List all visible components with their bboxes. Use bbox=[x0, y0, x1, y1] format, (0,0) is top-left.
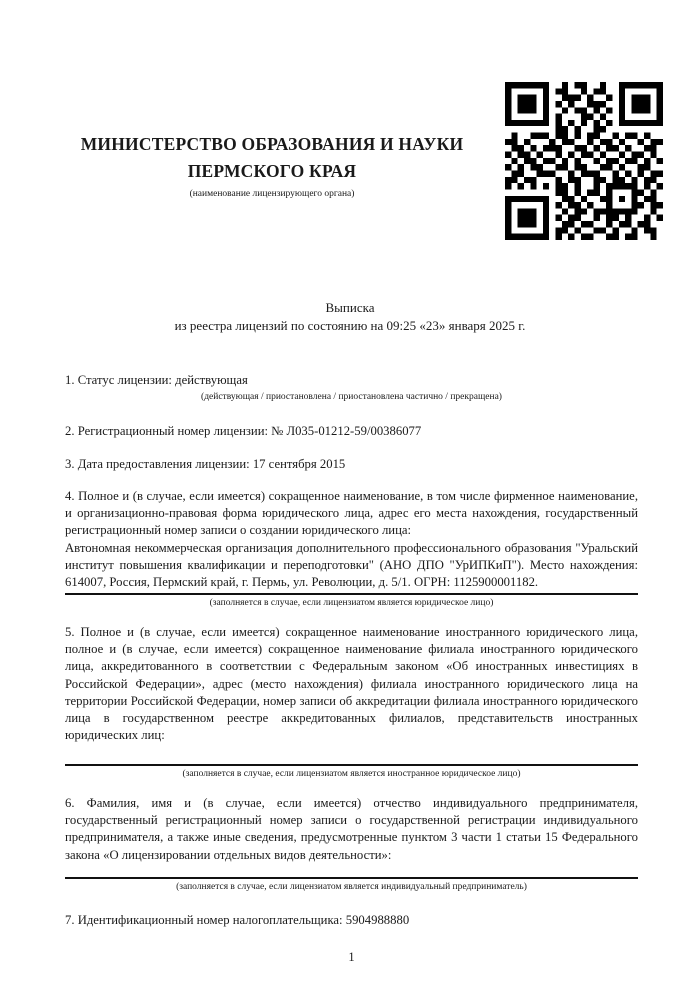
license-date-text: 3. Дата предоставления лицензии: 17 сентября 2015 bbox=[65, 456, 346, 471]
foreign-entity-text: 5. Полное и (в случае, если имеется) сокращенное наименование иностранного юридического лица, полное и (в случае, если имеется) сокращенное наименование филиала иностранного юридического лица, аккредитованного в соответствии с Федеральным законом «Об иностранных инвестициях в Российской Федерации», адрес (место нахождения) филиала иностранного юридического лица на территории Российской Федерации, номер записи об аккредитации филиала иностранного юридического лица в государственном реестре аккредитованных филиалов, представительств иностранных юридических лиц: bbox=[65, 624, 638, 743]
taxpayer-number-text: 7. Идентификационный номер налогоплательщика: 5904988880 bbox=[65, 912, 410, 927]
document-header bbox=[0, 0, 700, 255]
document-body bbox=[65, 372, 638, 967]
qr-code bbox=[505, 82, 663, 240]
document-title-line1: Выписка bbox=[325, 300, 375, 315]
document-title bbox=[0, 299, 700, 335]
individual-entrepreneur-text: 6. Фамилия, имя и (в случае, если имеется) отчество индивидуального предпринимателя, государственный регистрационный номер записи о государственной регистрации индивидуального предпринимателя, а также иные сведения, предусмотренные пунктом 3 части 1 статьи 15 Федерального закона «О лицензировании отдельных видов деятельности»: bbox=[65, 795, 638, 862]
registration-number-text: 2. Регистрационный номер лицензии: № Л035-01212-59/00386077 bbox=[65, 424, 422, 439]
legal-entity-block bbox=[65, 488, 638, 595]
legal-entity-caption: (заполняется в случае, если лицензиатом является юридическое лицо) bbox=[209, 597, 494, 608]
item-registration-number bbox=[65, 423, 638, 440]
foreign-entity-caption: (заполняется в случае, если лицензиатом является иностранное юридическое лицо) bbox=[182, 768, 521, 779]
page-number: 1 bbox=[348, 950, 355, 965]
document-title-line2: из реестра лицензий по состоянию на 09:25 «23» января 2025 г. bbox=[174, 318, 526, 333]
license-status-caption: (действующая / приостановлена / приостановлена частично / прекращена) bbox=[201, 392, 502, 403]
individual-entrepreneur-caption: (заполняется в случае, если лицензиатом является индивидуальный предприниматель) bbox=[176, 881, 527, 892]
ministry-name-line1: МИНИСТЕРСТВО ОБРАЗОВАНИЯ И НАУКИ bbox=[80, 134, 464, 154]
license-status-text: 1. Статус лицензии: действующая bbox=[65, 373, 248, 387]
licensing-authority-block bbox=[52, 131, 492, 200]
foreign-entity-block bbox=[65, 624, 638, 766]
item-legal-entity bbox=[65, 488, 638, 609]
item-individual-entrepreneur bbox=[65, 795, 638, 893]
legal-entity-label: 4. Полное и (в случае, если имеется) сокращенное наименование, в том числе фирменное наименование, и организационно-правовая форма юридического лица, адрес его места нахождения, государственный регистрационный номер записи о создании юридического лица: bbox=[65, 488, 638, 538]
item-foreign-entity bbox=[65, 624, 638, 780]
item-license-status bbox=[65, 372, 638, 403]
item-taxpayer-number bbox=[65, 912, 638, 929]
item-license-date bbox=[65, 456, 638, 473]
ministry-caption: (наименование лицензирующего органа) bbox=[189, 189, 355, 199]
individual-entrepreneur-block bbox=[65, 795, 638, 879]
ministry-name-line2: ПЕРМСКОГО КРАЯ bbox=[187, 161, 357, 181]
legal-entity-value: Автономная некоммерческая организация дополнительного профессионального образования "Уральский институт повышения квалификации и переподготовки" (АНО ДПО "УрИПКиП"). Место нахождения: 614007, Россия, Пермский край, г. Пермь, ул. Революции, д. 5/1. ОГРН: 1125900001182. bbox=[65, 540, 638, 590]
